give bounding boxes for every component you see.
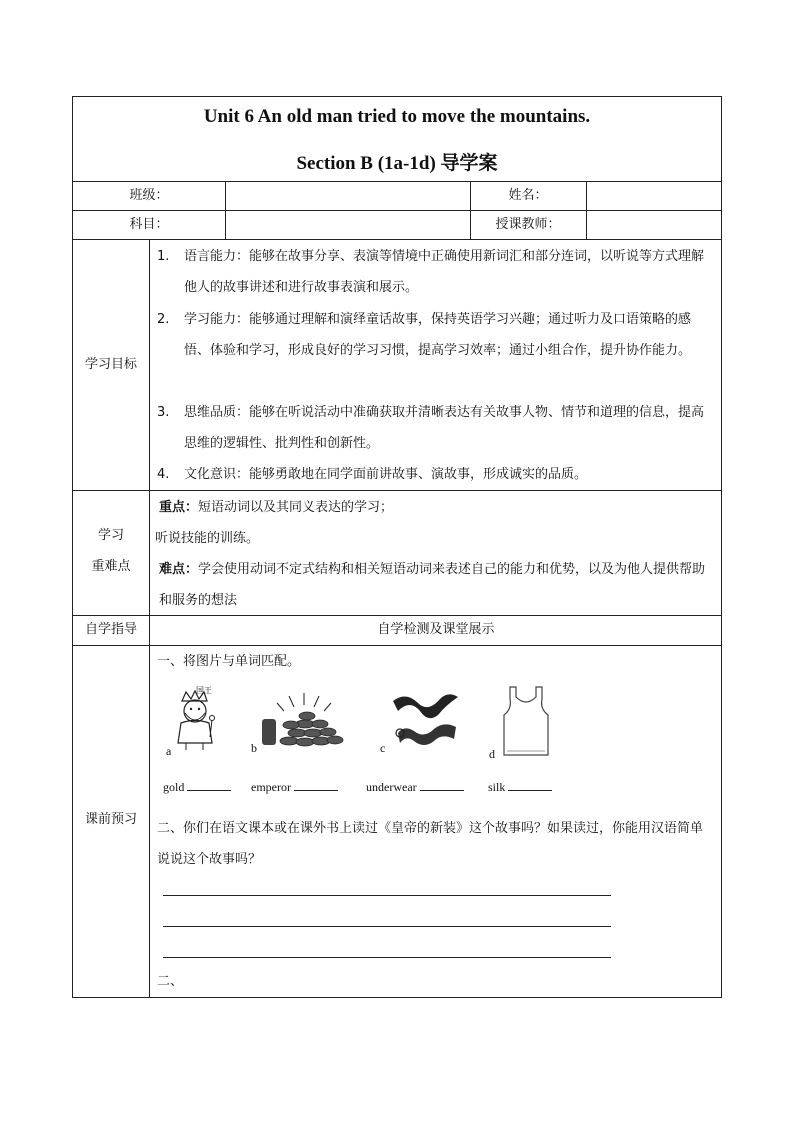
silk-picture [388, 689, 463, 751]
hard-point-text: 学会使用动词不定式结构和相关短语动词来表述自己的能力和优势，以及为他人提供帮助和服务的想法 [159, 562, 706, 608]
answer-blank[interactable] [294, 780, 338, 791]
goal-text: 思维品质：能够在听说活动中准确获取并清晰表达有关故事人物、情节和道理的信息，提高思维的逻辑性、批判性和创新性。 [184, 405, 705, 451]
self-study-guide-label: 自学指导 [84, 622, 137, 637]
answer-blank[interactable] [508, 780, 552, 791]
king-caption: 国王 [196, 686, 212, 695]
hard-point [159, 554, 709, 616]
picture-letter-c: c [380, 741, 386, 755]
difficulties-label-1: 学习 [97, 528, 124, 543]
match-item-gold [163, 780, 231, 795]
goal-item [157, 304, 707, 366]
underwear-picture [498, 685, 554, 757]
hard-point-label: 难点： [159, 562, 199, 577]
goal-text: 学习能力：能够通过理解和演绎童话故事，保持英语学习兴趣；通过听力及口语策略的感悟、体验和学习，形成良好的学习习惯，提高学习效率；通过小组合作，提升协作能力。 [184, 312, 692, 358]
picture-letter-b: b [251, 741, 257, 755]
goal-item [157, 397, 707, 459]
picture-letter-a: a [166, 744, 172, 758]
gold-coins-picture [259, 691, 349, 751]
name-label: 姓名： [508, 188, 548, 203]
answer-blank[interactable] [187, 780, 231, 791]
picture-letter-d: d [489, 747, 495, 761]
match-item-underwear [366, 780, 464, 795]
row-divider [73, 490, 721, 491]
goal-item [157, 459, 707, 490]
preview-label: 课前预习 [84, 812, 137, 827]
match-word: underwear [366, 780, 417, 794]
goal-item [157, 241, 707, 303]
answer-blank[interactable] [420, 780, 464, 791]
answer-line[interactable] [163, 895, 611, 896]
goal-text: 语言能力：能够在故事分享、表演等情境中正确使用新词汇和部分连词，以听说等方式理解他人的故事讲述和进行故事表演和展示。 [184, 249, 705, 295]
teacher-label: 授课教师： [495, 217, 561, 232]
key-point-label: 重点： [159, 500, 199, 515]
goal-number: 3. [157, 405, 170, 420]
task-1: 一、将图片与单词匹配。 [157, 654, 301, 669]
match-item-emperor [251, 780, 338, 795]
self-check-label: 自学检测及课堂展示 [377, 622, 495, 637]
match-word: emperor [251, 780, 291, 794]
king-picture [166, 687, 224, 751]
task-3-start: 二、 [157, 974, 184, 989]
key-point-text: 短语动词以及其同义表达的学习； [198, 500, 394, 515]
teacher-field[interactable] [587, 210, 721, 239]
difficulties-label-2: 重难点 [91, 559, 131, 574]
answer-line[interactable] [163, 926, 611, 927]
subject-label: 科目： [129, 217, 169, 232]
name-field[interactable] [587, 181, 721, 210]
key-point [159, 492, 709, 523]
match-word: silk [488, 780, 506, 794]
page-title: Unit 6 An old man tried to move the mountains. [203, 106, 591, 127]
class-label: 班级： [129, 188, 169, 203]
row-divider [73, 645, 721, 646]
subject-field[interactable] [226, 210, 469, 239]
goal-number: 2. [157, 312, 170, 327]
class-field[interactable] [226, 181, 469, 210]
match-word: gold [163, 780, 185, 794]
goal-number: 1. [157, 249, 170, 264]
page-subtitle: Section B (1a-1d) 导学案 [296, 153, 498, 174]
key-point-text-2: 听说技能的训练。 [155, 531, 260, 546]
match-item-silk [488, 780, 552, 795]
goal-number: 4. [157, 467, 170, 482]
goal-text: 文化意识：能够勇敢地在同学面前讲故事、演故事，形成诚实的品质。 [184, 467, 588, 482]
task-2: 二、你们在语文课本或在课外书上读过《皇帝的新装》这个故事吗？如果读过，你能用汉语简单说说这个故事吗？ [157, 821, 704, 867]
answer-line[interactable] [163, 957, 611, 958]
goals-label: 学习目标 [84, 357, 137, 372]
study-guide-table [72, 96, 722, 998]
